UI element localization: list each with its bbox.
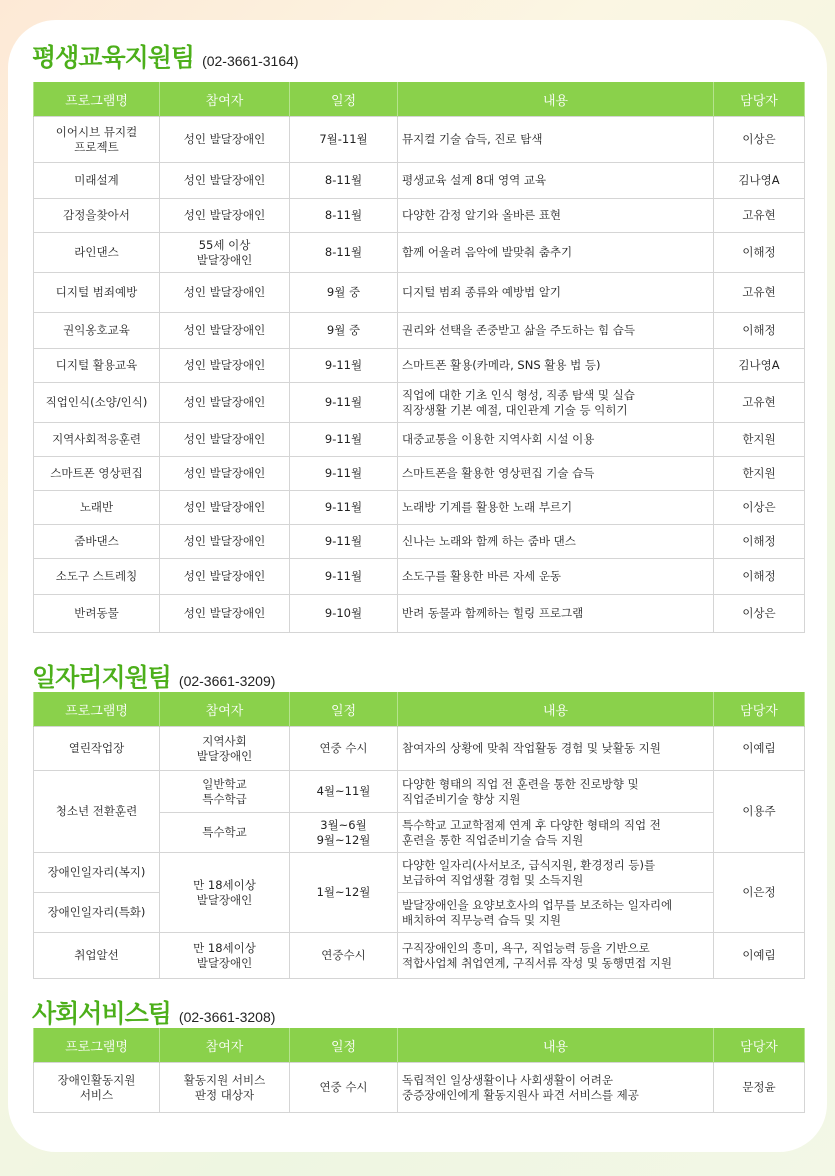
column-header: 참여자 [160, 692, 290, 727]
participants-cell: 55세 이상 발달장애인 [160, 233, 290, 273]
schedule-cell: 9-11월 [290, 383, 398, 423]
section-title: 평생교육지원팀 [32, 43, 195, 72]
column-header: 내용 [398, 692, 714, 727]
participants-cell: 지역사회 발달장애인 [160, 727, 290, 771]
schedule-cell: 4월~11월 [290, 771, 398, 813]
schedule-cell: 9-11월 [290, 491, 398, 525]
schedule-cell: 3월~6월 9월~12월 [290, 813, 398, 853]
program-table [33, 692, 805, 979]
program-name-cell: 감정을찾아서 [34, 199, 160, 233]
program-name-cell: 지역사회적응훈련 [34, 423, 160, 457]
participants-cell: 성인 발달장애인 [160, 559, 290, 595]
content-cell: 디지털 범죄 종류와 예방법 알기 [398, 273, 714, 313]
content-cell: 참여자의 상황에 맞춰 작업활동 경험 및 낮활동 지원 [398, 727, 714, 771]
manager-cell: 이용주 [714, 771, 805, 853]
content-cell: 다양한 일자리(사서보조, 급식지원, 환경정리 등)를 보급하여 직업생활 경험 및 소득지원 [398, 853, 714, 893]
table-row [34, 595, 805, 633]
participants-cell: 성인 발달장애인 [160, 163, 290, 199]
program-name-cell: 반려동물 [34, 595, 160, 633]
table-row [34, 233, 805, 273]
schedule-cell: 7월-11월 [290, 117, 398, 163]
manager-cell: 김나영A [714, 163, 805, 199]
participants-cell: 성인 발달장애인 [160, 595, 290, 633]
program-name-cell: 이어시브 뮤지컬 프로젝트 [34, 117, 160, 163]
table-row [34, 933, 805, 979]
content-cell: 독립적인 일상생활이나 사회생활이 어려운 중증장애인에게 활동지원사 파견 서비스를 제공 [398, 1063, 714, 1113]
column-header: 담당자 [714, 82, 805, 117]
schedule-cell: 9-11월 [290, 423, 398, 457]
content-cell: 직업에 대한 기초 인식 형성, 직종 탐색 및 실습 직장생활 기본 예절, 대인관계 기술 등 익히기 [398, 383, 714, 423]
program-name-cell: 디지털 활용교육 [34, 349, 160, 383]
table-row [34, 457, 805, 491]
program-name-cell: 줌바댄스 [34, 525, 160, 559]
schedule-cell: 9-11월 [290, 525, 398, 559]
content-cell: 대중교통을 이용한 지역사회 시설 이용 [398, 423, 714, 457]
participants-cell: 성인 발달장애인 [160, 349, 290, 383]
program-name-cell: 열린작업장 [34, 727, 160, 771]
manager-cell: 고유현 [714, 273, 805, 313]
schedule-cell: 연중 수시 [290, 727, 398, 771]
program-name-cell: 노래반 [34, 491, 160, 525]
table-row [34, 383, 805, 423]
content-cell: 함께 어울려 음악에 발맞춰 춤추기 [398, 233, 714, 273]
participants-cell: 특수학교 [160, 813, 290, 853]
manager-cell: 고유현 [714, 199, 805, 233]
table-header-row [34, 1028, 805, 1063]
schedule-cell: 9-11월 [290, 349, 398, 383]
content-cell: 스마트폰 활용(카메라, SNS 활용 법 등) [398, 349, 714, 383]
table-row [34, 491, 805, 525]
table-row [34, 423, 805, 457]
participants-cell: 성인 발달장애인 [160, 117, 290, 163]
table-row [34, 853, 805, 893]
program-table [33, 82, 805, 633]
schedule-cell: 8-11월 [290, 163, 398, 199]
column-header: 담당자 [714, 1028, 805, 1063]
schedule-cell: 9-10월 [290, 595, 398, 633]
manager-cell: 문정윤 [714, 1063, 805, 1113]
manager-cell: 이은정 [714, 853, 805, 933]
section-phone: (02-3661-3209) [178, 673, 276, 689]
manager-cell: 고유현 [714, 383, 805, 423]
schedule-cell: 연중 수시 [290, 1063, 398, 1113]
manager-cell: 이상은 [714, 491, 805, 525]
content-cell: 신나는 노래와 함께 하는 줌바 댄스 [398, 525, 714, 559]
column-header: 일정 [290, 82, 398, 117]
program-name-cell: 직업인식(소양/인식) [34, 383, 160, 423]
program-name-cell: 소도구 스트레칭 [34, 559, 160, 595]
table-row [34, 559, 805, 595]
participants-cell: 성인 발달장애인 [160, 199, 290, 233]
table-row [34, 771, 805, 813]
program-name-cell: 청소년 전환훈련 [34, 771, 160, 853]
column-header: 프로그램명 [34, 1028, 160, 1063]
manager-cell: 한지원 [714, 423, 805, 457]
manager-cell: 이상은 [714, 595, 805, 633]
content-cell: 노래방 기계를 활용한 노래 부르기 [398, 491, 714, 525]
section-title: 사회서비스팀 [32, 999, 171, 1028]
column-header: 프로그램명 [34, 82, 160, 117]
participants-cell: 성인 발달장애인 [160, 423, 290, 457]
manager-cell: 이해정 [714, 525, 805, 559]
column-header: 일정 [290, 1028, 398, 1063]
table-row [34, 893, 805, 933]
participants-cell: 성인 발달장애인 [160, 383, 290, 423]
participants-cell: 성인 발달장애인 [160, 313, 290, 349]
program-name-cell: 디지털 범죄예방 [34, 273, 160, 313]
participants-cell: 일반학교 특수학급 [160, 771, 290, 813]
table-row [34, 273, 805, 313]
program-name-cell: 취업알선 [34, 933, 160, 979]
section-header [32, 994, 275, 1030]
program-name-cell: 장애인일자리(복지) [34, 853, 160, 893]
table-row [34, 117, 805, 163]
manager-cell: 이예림 [714, 727, 805, 771]
table-row [34, 349, 805, 383]
column-header: 참여자 [160, 82, 290, 117]
schedule-cell: 9월 중 [290, 273, 398, 313]
content-cell: 다양한 형태의 직업 전 훈련을 통한 진로방향 및 직업준비기술 향상 지원 [398, 771, 714, 813]
content-cell: 권리와 선택을 존중받고 삶을 주도하는 힘 습득 [398, 313, 714, 349]
content-cell: 스마트폰을 활용한 영상편집 기술 습득 [398, 457, 714, 491]
schedule-cell: 8-11월 [290, 233, 398, 273]
table-row [34, 727, 805, 771]
schedule-cell: 9-11월 [290, 559, 398, 595]
table-row [34, 525, 805, 559]
program-name-cell: 스마트폰 영상편집 [34, 457, 160, 491]
column-header: 프로그램명 [34, 692, 160, 727]
content-cell: 뮤지컬 기술 습득, 진로 탐색 [398, 117, 714, 163]
schedule-cell: 9-11월 [290, 457, 398, 491]
table-row [34, 163, 805, 199]
participants-cell: 성인 발달장애인 [160, 273, 290, 313]
table-header-row [34, 692, 805, 727]
table-row [34, 313, 805, 349]
manager-cell: 이해정 [714, 559, 805, 595]
table-row [34, 1063, 805, 1113]
manager-cell: 이해정 [714, 233, 805, 273]
content-cell: 소도구를 활용한 바른 자세 운동 [398, 559, 714, 595]
participants-cell: 성인 발달장애인 [160, 457, 290, 491]
schedule-cell: 1월~12월 [290, 853, 398, 933]
manager-cell: 한지원 [714, 457, 805, 491]
participants-cell: 성인 발달장애인 [160, 525, 290, 559]
participants-cell: 만 18세이상 발달장애인 [160, 933, 290, 979]
content-cell: 평생교육 설계 8대 영역 교육 [398, 163, 714, 199]
section-phone: (02-3661-3164) [202, 53, 299, 69]
program-table [33, 1028, 805, 1113]
participants-cell: 성인 발달장애인 [160, 491, 290, 525]
section-header [32, 38, 299, 74]
manager-cell: 이해정 [714, 313, 805, 349]
section-phone: (02-3661-3208) [178, 1009, 276, 1025]
table-header-row [34, 82, 805, 117]
content-cell: 다양한 감정 알기와 올바른 표현 [398, 199, 714, 233]
program-name-cell: 라인댄스 [34, 233, 160, 273]
manager-cell: 이상은 [714, 117, 805, 163]
schedule-cell: 8-11월 [290, 199, 398, 233]
program-name-cell: 장애인활동지원 서비스 [34, 1063, 160, 1113]
section-title: 일자리지원팀 [32, 663, 171, 692]
content-cell: 특수학교 고교학점제 연계 후 다양한 형태의 직업 전 훈련을 통한 직업준비기술 습득 지원 [398, 813, 714, 853]
schedule-cell: 연중수시 [290, 933, 398, 979]
content-cell: 반려 동물과 함께하는 힐링 프로그램 [398, 595, 714, 633]
participants-cell: 만 18세이상 발달장애인 [160, 853, 290, 933]
column-header: 내용 [398, 82, 714, 117]
manager-cell: 이예림 [714, 933, 805, 979]
section-header [32, 658, 275, 694]
program-name-cell: 미래설계 [34, 163, 160, 199]
table-row [34, 199, 805, 233]
column-header: 일정 [290, 692, 398, 727]
schedule-cell: 9월 중 [290, 313, 398, 349]
content-cell: 구직장애인의 흥미, 욕구, 직업능력 등을 기반으로 적합사업체 취업연계, 구직서류 작성 및 동행면접 지원 [398, 933, 714, 979]
program-name-cell: 권익옹호교육 [34, 313, 160, 349]
program-name-cell: 장애인일자리(특화) [34, 893, 160, 933]
content-cell: 발달장애인을 요양보호사의 업무를 보조하는 일자리에 배치하여 직무능력 습득 및 지원 [398, 893, 714, 933]
manager-cell: 김나영A [714, 349, 805, 383]
column-header: 내용 [398, 1028, 714, 1063]
column-header: 참여자 [160, 1028, 290, 1063]
participants-cell: 활동지원 서비스 판정 대상자 [160, 1063, 290, 1113]
column-header: 담당자 [714, 692, 805, 727]
